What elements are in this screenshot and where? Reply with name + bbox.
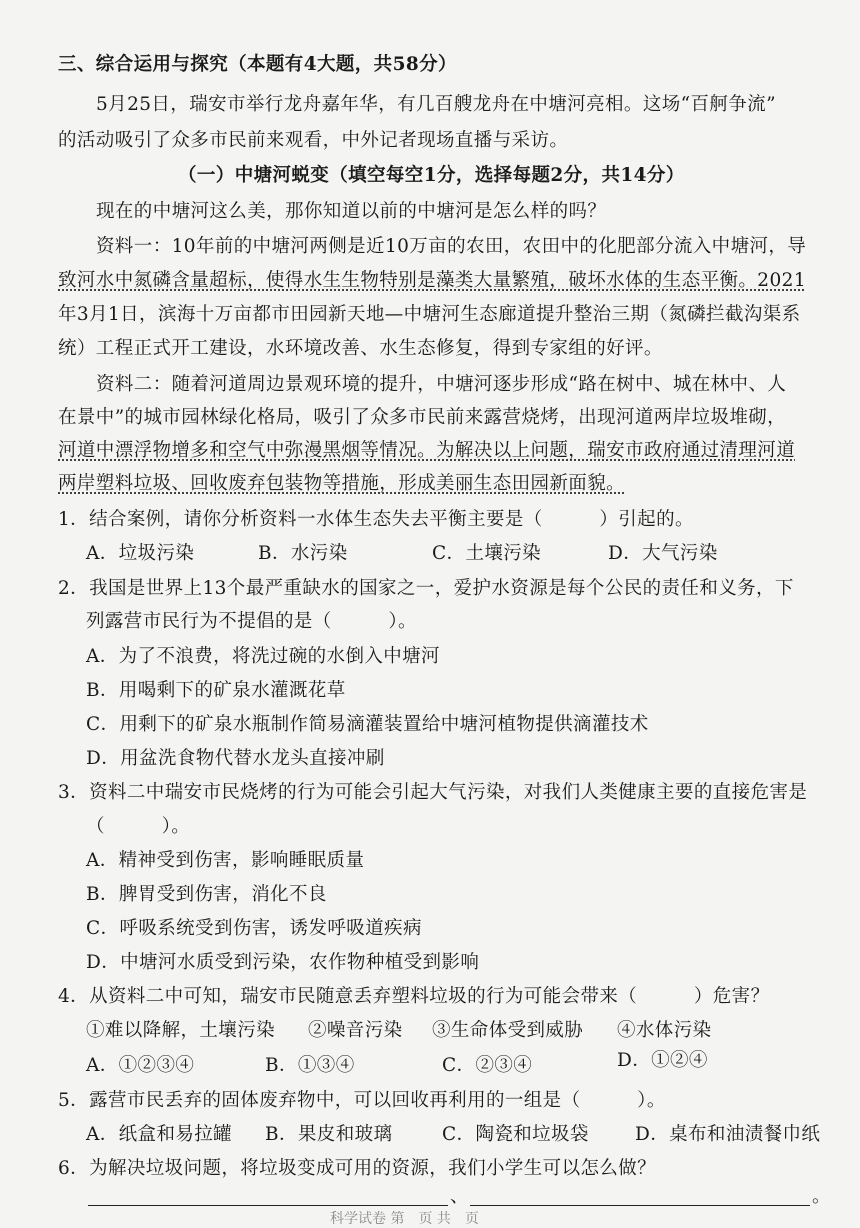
material2-line-2: 在景中”的城市园林绿化格局，吸引了众多市民前来露营烧烤，出现河道两岸垃圾堆砌， [58, 407, 787, 428]
material1-line-3: 年3月1日，滨海十万亩都市田园新天地—中塘河生态廊道提升整治三期（氮磷拦截沟渠系 [58, 304, 801, 325]
material2-line-3: 河道中漂浮物增多和空气中弥漫黑烟等情况。为解决以上问题，瑞安市政府通过清理河道 [58, 440, 796, 461]
material1-line-4: 统）工程正式开工建设，水环境改善、水生态修复，得到专家组的好评。 [58, 338, 663, 359]
q1-option-d: D．大气污染 [608, 543, 718, 564]
material1-line-2: 致河水中氮磷含量超标，使得水生生物特别是藻类大量繁殖，破坏水体的生态平衡。2021 [58, 270, 806, 291]
q5-option-c: C．陶瓷和垃圾袋 [442, 1124, 589, 1145]
q4-option-b: B．①③④ [265, 1055, 355, 1076]
q5-stem: 5．露营市民丢弃的固体废弃物中，可以回收再利用的一组是（ ）。 [58, 1090, 666, 1111]
q5-option-b: B．果皮和玻璃 [265, 1124, 393, 1145]
q1-option-b: B．水污染 [258, 543, 348, 564]
q4-item-4: ④水体污染 [617, 1020, 712, 1041]
q2-option-a: A．为了不浪费，将洗过碗的水倒入中塘河 [86, 646, 440, 667]
q2-option-b: B．用喝剩下的矿泉水灌溉花草 [86, 680, 346, 701]
q6-answer-blank-2[interactable] [470, 1205, 810, 1206]
q1-stem: 1．结合案例，请你分析资料一水体生态失去平衡主要是（ ）引起的。 [58, 509, 694, 530]
q6-stem: 6．为解决垃圾问题，将垃圾变成可用的资源，我们小学生可以怎么做？ [58, 1158, 657, 1179]
q3-stem-2: （ ）。 [86, 816, 191, 837]
material2-line-4: 两岸塑料垃圾、回收废弃包装物等措施，形成美丽生态田园新面貌。 [58, 473, 626, 494]
page-footer: 科学试卷 第 页 共 页 [330, 1211, 479, 1227]
q1-option-c: C．土壤污染 [432, 543, 542, 564]
q2-option-d: D．用盆洗食物代替水龙头直接冲刷 [86, 748, 385, 769]
intro-line-1: 5月25日，瑞安市举行龙舟嘉年华，有几百艘龙舟在中塘河亮相。这场“百舸争流” [96, 94, 776, 115]
lead-question: 现在的中塘河这么美，那你知道以前的中塘河是怎么样的吗？ [96, 201, 607, 222]
q4-stem: 4．从资料二中可知，瑞安市民随意丢弃塑料垃圾的行为可能会带来（ ）危害？ [58, 986, 770, 1007]
q4-option-a: A．①②③④ [86, 1055, 195, 1076]
q4-item-1: ①难以降解，土壤污染 [86, 1020, 276, 1041]
q4-option-c: C．②③④ [442, 1055, 533, 1076]
q4-item-2: ②噪音污染 [308, 1020, 403, 1041]
q3-option-c: C．呼吸系统受到伤害，诱发呼吸道疾病 [86, 918, 422, 939]
part-title: （一）中塘河蜕变（填空每空1分，选择每题2分，共14分） [178, 165, 685, 186]
intro-line-2: 的活动吸引了众多市民前来观看，中外记者现场直播与采访。 [58, 130, 569, 151]
q4-item-3: ③生命体受到威胁 [432, 1020, 584, 1041]
q4-option-d: D．①②④ [617, 1050, 708, 1071]
q5-option-a: A．纸盒和易拉罐 [86, 1124, 233, 1145]
q1-option-a: A．垃圾污染 [86, 543, 195, 564]
q3-option-d: D．中塘河水质受到污染，农作物种植受到影响 [86, 952, 480, 973]
q5-option-d: D．桌布和油渍餐巾纸 [635, 1124, 821, 1145]
q6-end-mark: 。 [812, 1186, 831, 1207]
q2-stem-2: 列露营市民行为不提倡的是（ ）。 [86, 611, 417, 632]
q6-separator: 、 [450, 1186, 469, 1207]
material1-line-1: 资料一：10年前的中塘河两侧是近10万亩的农田，农田中的化肥部分流入中塘河，导 [96, 236, 807, 257]
q3-stem-1: 3．资料二中瑞安市民烧烤的行为可能会引起大气污染，对我们人类健康主要的直接危害是 [58, 782, 808, 803]
q2-stem-1: 2．我国是世界上13个最严重缺水的国家之一，爱护水资源是每个公民的责任和义务，下 [58, 578, 794, 599]
material2-line-1: 资料二：随着河道周边景观环境的提升，中塘河逐步形成“路在树中、城在林中、人 [96, 374, 787, 395]
section-title: 三、综合运用与探究（本题有4大题，共58分） [58, 54, 457, 75]
q2-option-c: C．用剩下的矿泉水瓶制作简易滴灌装置给中塘河植物提供滴灌技术 [86, 714, 649, 735]
q3-option-b: B．脾胃受到伤害，消化不良 [86, 884, 327, 905]
q3-option-a: A．精神受到伤害，影响睡眠质量 [86, 850, 365, 871]
q6-answer-blank-1[interactable] [88, 1205, 448, 1206]
